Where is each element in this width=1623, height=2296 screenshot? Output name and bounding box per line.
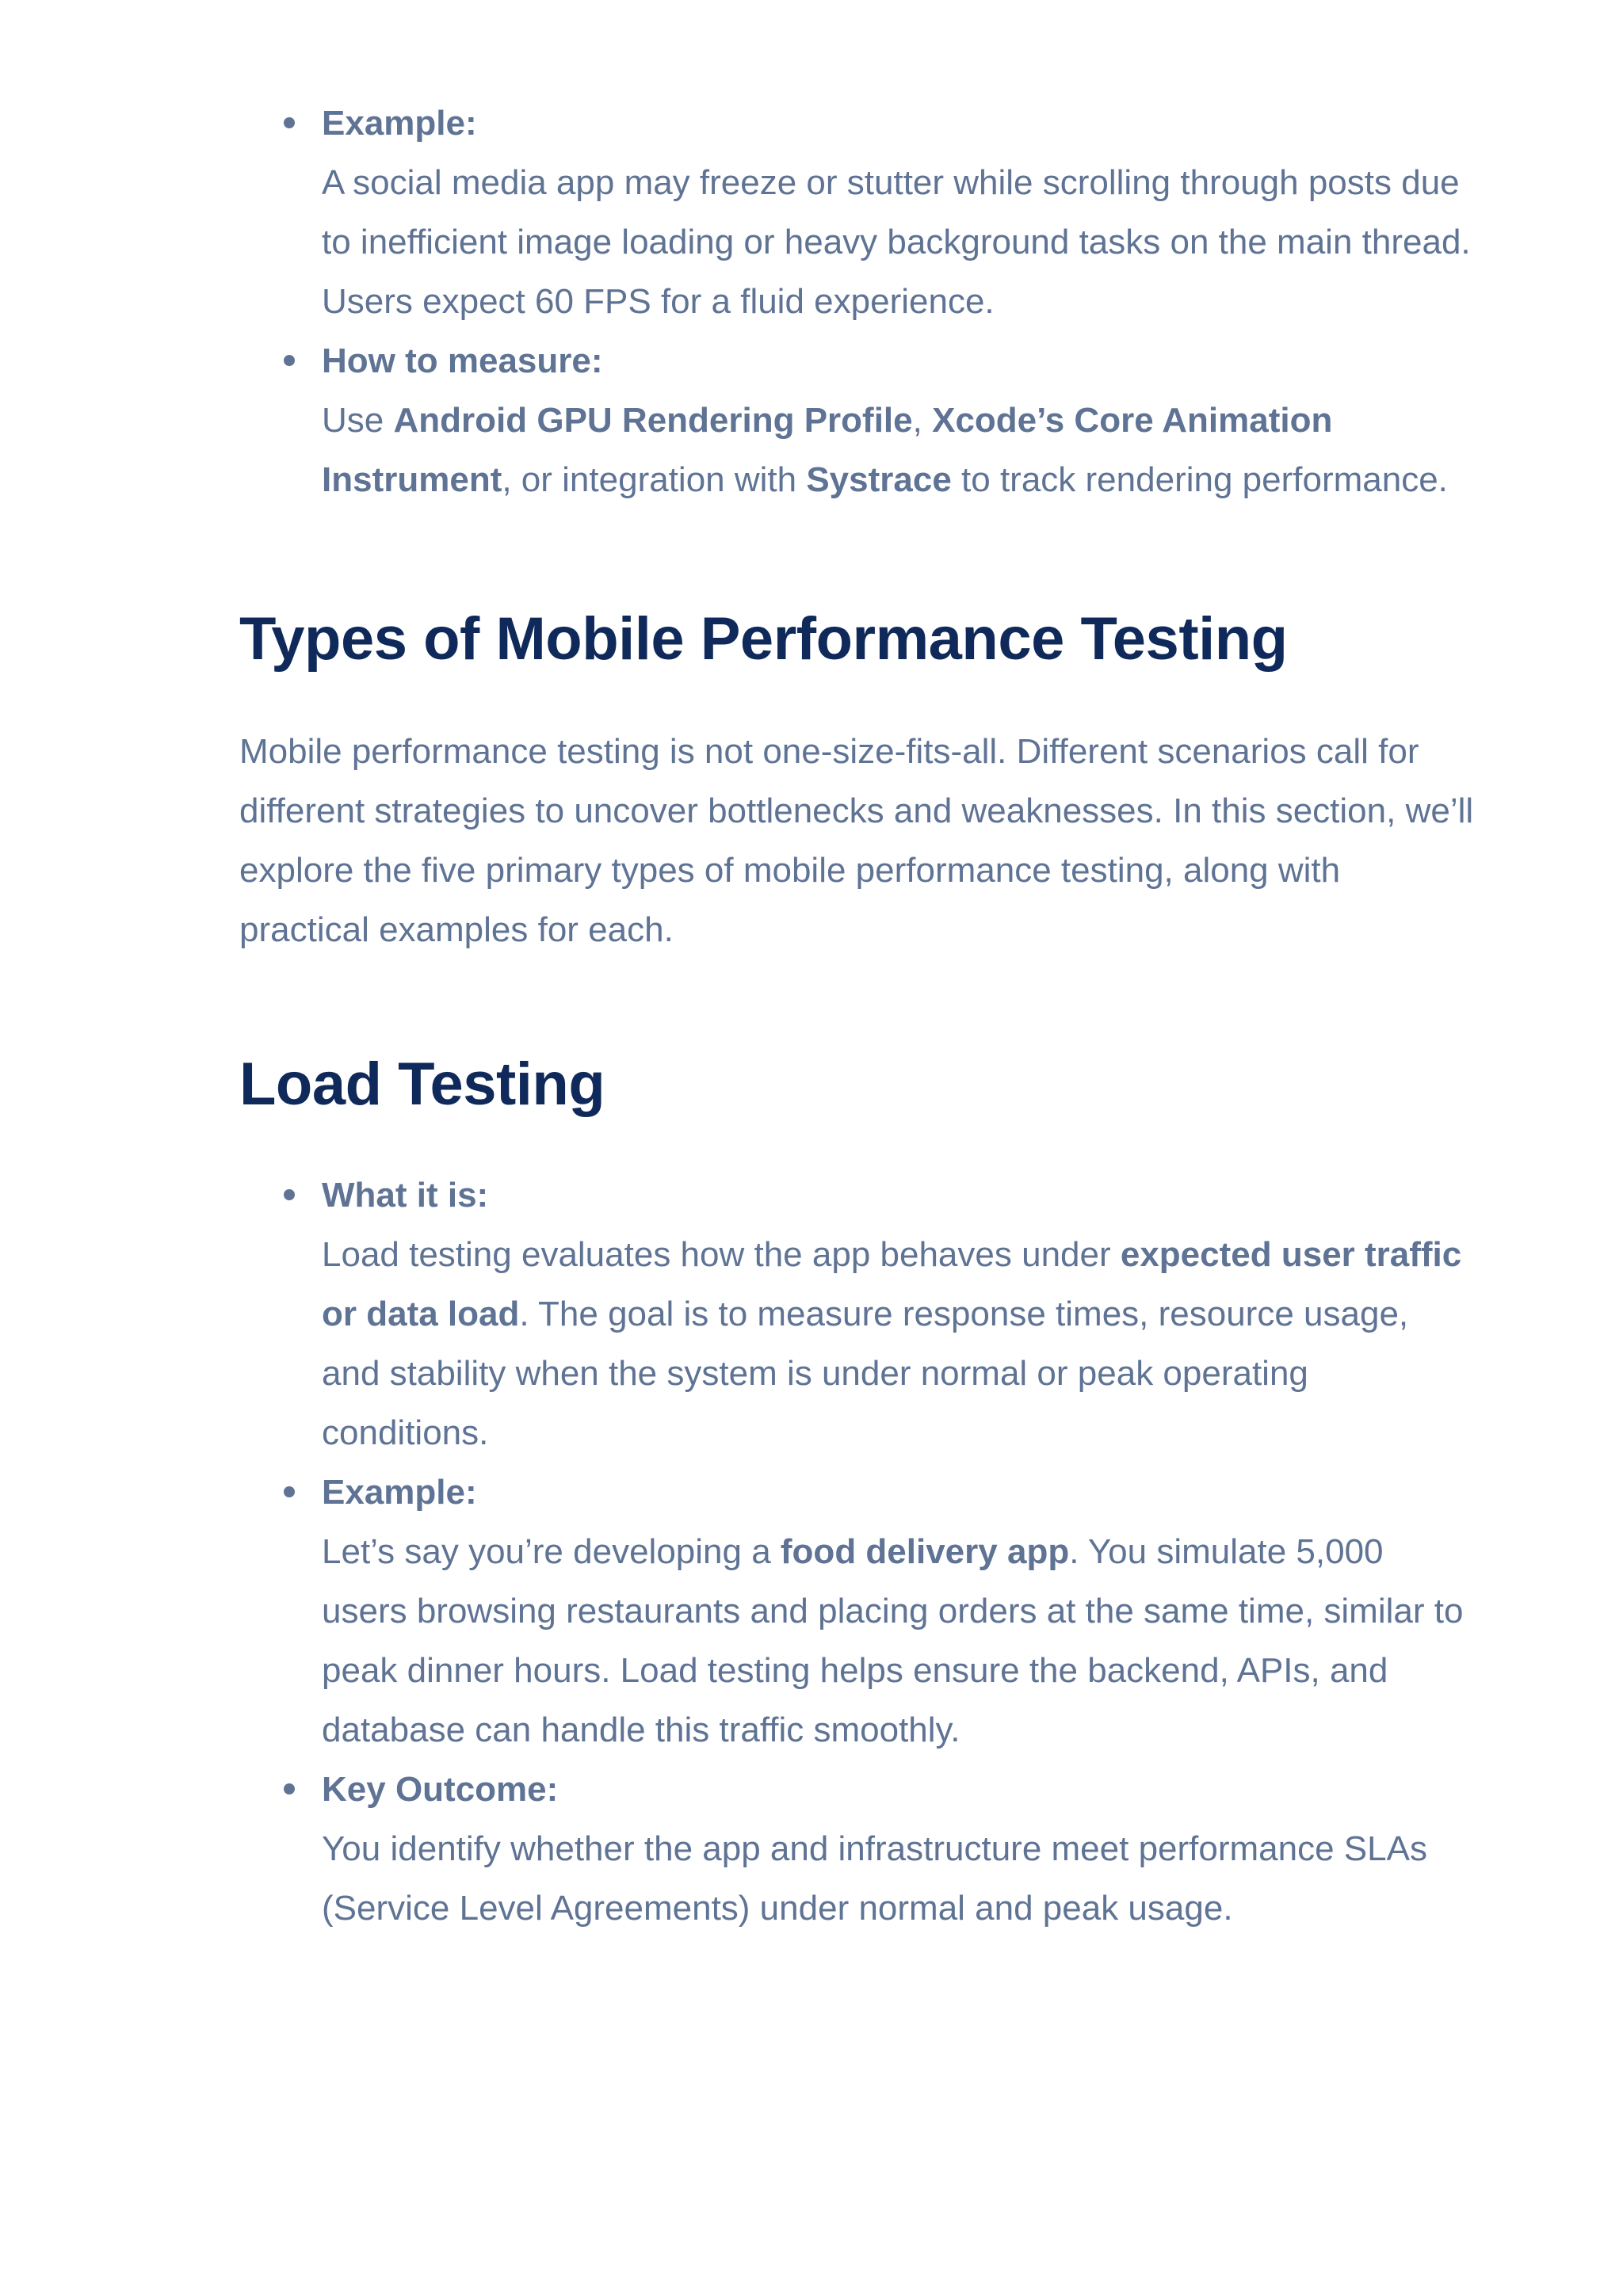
list-item: [239, 1760, 1476, 1938]
text-segment: Let’s say you’re developing a: [322, 1532, 781, 1571]
section-heading-load-testing: Load Testing: [239, 1051, 605, 1118]
bullet-dot-icon: [284, 117, 295, 128]
text-segment: . You simulate 5,000 users browsing restaurants and placing orders at the same time, similar to peak dinner hours. Load testing helps ensure the backend, APIs, and database can handle this traffic smoothly.: [322, 1532, 1464, 1749]
item-text: [322, 1819, 1476, 1938]
item-label: What it is:: [322, 1176, 489, 1215]
text-segment: to track rendering performance.: [951, 460, 1448, 499]
text-segment: Use: [322, 401, 394, 440]
text-segment: Load testing evaluates how the app behaves under: [322, 1235, 1121, 1274]
bullet-dot-icon: [284, 355, 295, 366]
section-paragraph-types: Mobile performance testing is not one-size-fits-all. Different scenarios call for different strategies to uncover bottlenecks and weaknesses. In this section, we’ll explore the five primary types of mobile performance testing, along with practical examples for each.: [239, 732, 1474, 949]
item-label: How to measure:: [322, 341, 603, 380]
text-segment: , or integration with: [502, 460, 807, 499]
item-label: Example:: [322, 104, 477, 143]
item-label: Example:: [322, 1473, 477, 1512]
section-heading-types: Types of Mobile Performance Testing: [239, 605, 1288, 673]
list-item: [239, 1463, 1476, 1760]
load-testing-bullet-list: [239, 1165, 1476, 1938]
list-item: [239, 331, 1476, 509]
text-segment: . The goal is to measure response times, resource usage, and stability when the system is under normal or peak operating conditions.: [322, 1295, 1409, 1452]
bullet-dot-icon: [284, 1486, 295, 1497]
tool-name: Systrace: [806, 460, 952, 499]
text-segment: ,: [912, 401, 933, 440]
item-text: [322, 391, 1476, 509]
item-text: [322, 1225, 1476, 1463]
list-item: [239, 1165, 1476, 1463]
list-item: [239, 93, 1476, 331]
item-label: Key Outcome:: [322, 1770, 559, 1809]
tool-name: Android GPU Rendering Profile: [393, 401, 913, 440]
emphasis-text: expected user traffic or data load: [322, 1235, 1462, 1333]
item-text: [322, 1522, 1476, 1760]
tool-name: Xcode’s Core Animation Instrument: [322, 401, 1333, 499]
item-text: [322, 153, 1476, 331]
bullet-dot-icon: [284, 1189, 295, 1200]
text-segment: A social media app may freeze or stutter while scrolling through posts due to inefficient image loading or heavy background tasks on the main thread. Users expect 60 FPS for a fluid experience.: [322, 163, 1471, 321]
emphasis-text: food delivery app: [780, 1532, 1070, 1571]
intro-bullet-list: [239, 93, 1476, 509]
bullet-dot-icon: [284, 1783, 295, 1794]
text-segment: You identify whether the app and infrastructure meet performance SLAs (Service Level Agreements) under normal and peak usage.: [322, 1829, 1427, 1928]
article-content: [239, 93, 1476, 1938]
